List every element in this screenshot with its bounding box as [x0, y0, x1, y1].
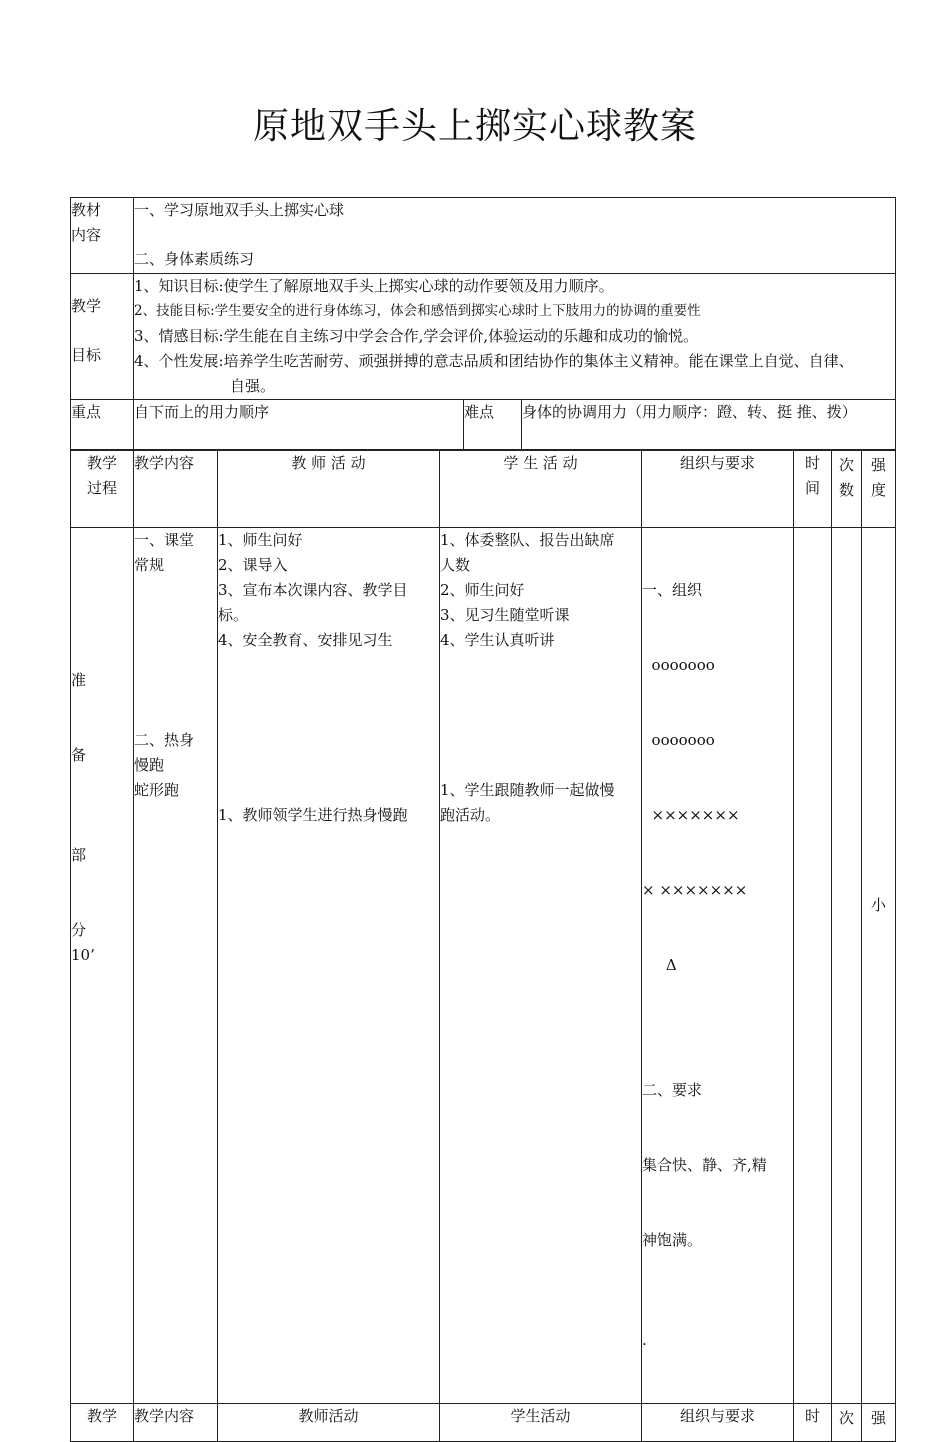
prep-student-line: 2、师生问好 — [440, 581, 525, 599]
material-label-line: 内容 — [71, 226, 102, 244]
header-time-line: 间 — [804, 479, 820, 497]
material-content — [134, 198, 896, 274]
header-count-line: 数 — [838, 481, 854, 499]
prep-org-line: 一、组织 — [642, 581, 703, 599]
goals-row — [71, 274, 896, 400]
goal-line: 4、个性发展:培养学生吃苦耐劳、顽强拼搏的意志品质和团结协作的集体主义精神。能在课堂上自觉、自律、 — [134, 352, 854, 370]
prep-teacher — [218, 528, 440, 1404]
prep-teacher-line: 2、课导入 — [218, 556, 288, 574]
header-count-line: 次 — [838, 456, 854, 474]
teacher-position-marker: Δ — [642, 956, 677, 974]
prep-student-line: 人数 — [440, 556, 471, 574]
page-title: 原地双手头上掷实心球教案 — [252, 106, 697, 147]
header-intensity-line: 度 — [870, 481, 886, 499]
material-label — [71, 198, 134, 274]
formation-row: × ××××××× — [642, 881, 748, 899]
formation-row: ××××××× — [642, 806, 740, 824]
header-process-line: 教学 — [86, 454, 117, 472]
info-table — [70, 197, 896, 450]
footer-time: 时 — [794, 1404, 832, 1442]
header-content: 教学内容 — [134, 451, 218, 528]
formation-row: ooooooo — [642, 731, 715, 749]
header-time — [794, 451, 832, 528]
header-intensity-line: 强 — [870, 456, 886, 474]
footer-student: 学生活动 — [440, 1404, 642, 1442]
prep-student-line: 跑活动。 — [440, 806, 501, 824]
prep-section-char: 部 — [71, 846, 87, 864]
prep-content-line: 常规 — [134, 556, 165, 574]
prep-section-char: 分 — [71, 921, 87, 939]
prep-section-char: 10’ — [71, 946, 95, 964]
prep-student-line: 1、学生跟随教师一起做慢 — [440, 781, 615, 799]
prep-content-line: 一、课堂 — [134, 531, 195, 549]
header-count — [832, 451, 862, 528]
header-teacher: 教 师 活 动 — [218, 451, 440, 528]
footer-process: 教学 — [71, 1404, 134, 1442]
material-label-line: 教材 — [71, 201, 102, 219]
goals-label-line: 目标 — [71, 346, 102, 364]
header-intensity — [862, 451, 896, 528]
process-table — [70, 450, 896, 1442]
footer-count: 次 — [832, 1404, 862, 1442]
formation-row: ooooooo — [642, 656, 715, 674]
header-process — [71, 451, 134, 528]
goal-line: 自强。 — [230, 377, 276, 395]
material-line: 二、身体素质练习 — [134, 250, 255, 268]
header-process-line: 过程 — [86, 479, 117, 497]
key-value: 自下而上的用力顺序 — [134, 400, 464, 450]
header-org: 组织与要求 — [642, 451, 794, 528]
key-row — [71, 400, 896, 450]
prep-content-line: 二、热身 — [134, 731, 195, 749]
goal-line: 1、知识目标:使学生了解原地双手头上掷实心球的动作要领及用力顺序。 — [134, 277, 614, 295]
footer-header-row — [71, 1404, 896, 1442]
header-time-line: 时 — [804, 454, 820, 472]
prep-count — [832, 528, 862, 1404]
prep-org — [642, 528, 794, 1404]
prep-teacher-line: 1、教师领学生进行热身慢跑 — [218, 806, 408, 824]
prep-section — [71, 528, 134, 1404]
process-header-row — [71, 451, 896, 528]
prep-section-char: 准 — [71, 671, 87, 689]
footer-intensity: 强 — [862, 1404, 896, 1442]
footer-content: 教学内容 — [134, 1404, 218, 1442]
prep-org-line: 神饱满。 — [642, 1231, 703, 1249]
prep-content — [134, 528, 218, 1404]
prep-student-line: 3、见习生随堂听课 — [440, 606, 570, 624]
footer-org: 组织与要求 — [642, 1404, 794, 1442]
header-student: 学 生 活 动 — [440, 451, 642, 528]
goals-content — [134, 274, 896, 400]
prep-org-line: 集合快、静、齐,精 — [642, 1156, 767, 1174]
goal-line: 3、情感目标:学生能在自主练习中学会合作,学会评价,体验运动的乐趣和成功的愉悦。 — [134, 327, 699, 345]
prep-student-line: 4、学生认真听讲 — [440, 631, 555, 649]
goals-label — [71, 274, 134, 400]
prep-student-line: 1、体委整队、报告出缺席 — [440, 531, 615, 549]
prep-row — [71, 528, 896, 1404]
prep-time — [794, 528, 832, 1404]
difficulty-value: 身体的协调用力（用力顺序：蹬、转、挺 推、拨） — [522, 400, 896, 450]
prep-content-line: 蛇形跑 — [134, 781, 180, 799]
prep-org-line: . — [642, 1331, 647, 1349]
prep-student — [440, 528, 642, 1404]
difficulty-label: 难点 — [464, 400, 522, 450]
prep-teacher-line: 标。 — [218, 606, 249, 624]
prep-section-char: 备 — [71, 746, 87, 764]
prep-teacher-line: 1、师生问好 — [218, 531, 303, 549]
prep-content-line: 慢跑 — [134, 756, 165, 774]
prep-intensity — [862, 528, 896, 1404]
goals-label-line: 教学 — [71, 297, 102, 315]
footer-teacher: 教师活动 — [218, 1404, 440, 1442]
prep-teacher-line: 3、宣布本次课内容、教学目 — [218, 581, 408, 599]
material-row — [71, 198, 896, 274]
prep-intensity-value: 小 — [870, 896, 886, 914]
key-label: 重点 — [71, 400, 134, 450]
material-line: 一、学习原地双手头上掷实心球 — [134, 201, 345, 219]
goal-line: 2、技能目标:学生要安全的进行身体练习，体会和感悟到掷实心球时上下肢用力的协调的重要性 — [134, 303, 701, 319]
prep-org-line: 二、要求 — [642, 1081, 703, 1099]
prep-teacher-line: 4、安全教育、安排见习生 — [218, 631, 393, 649]
